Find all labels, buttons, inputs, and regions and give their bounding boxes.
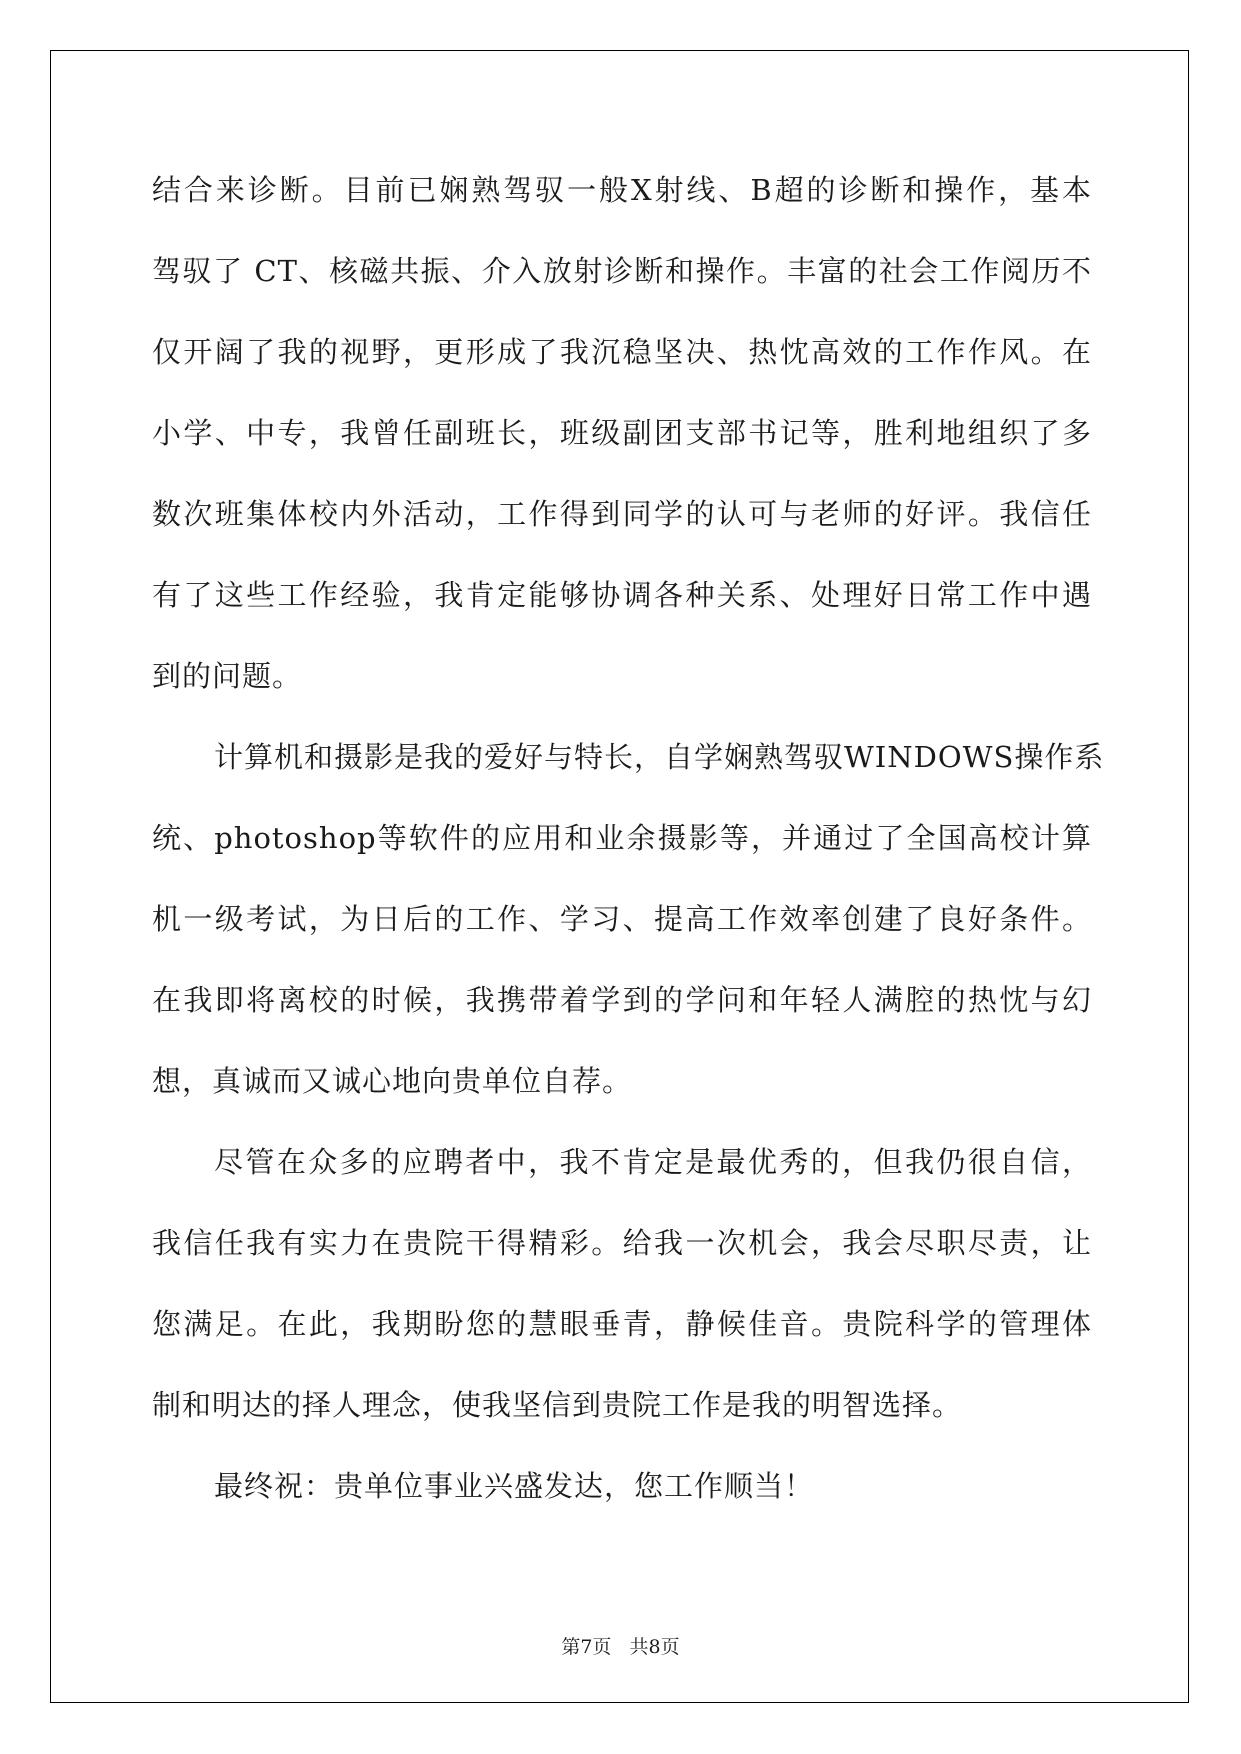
text-line: 仅开阔了我的视野，更形成了我沉稳坚决、热忱高效的工作作风。在 [152, 335, 1092, 369]
text-line: 在我即将离校的时候，我携带着学到的学问和年轻人满腔的热忱与幻 [152, 983, 1092, 1017]
paragraph [152, 160, 1092, 727]
text-line: 您满足。在此，我期盼您的慧眼垂青，静候佳音。贵院科学的管理体 [152, 1307, 1092, 1341]
text-line: 有了这些工作经验，我肯定能够协调各种关系、处理好日常工作中遇 [152, 578, 1092, 612]
text-line: 结合来诊断。目前已娴熟驾驭一般X射线、B超的诊断和操作，基本 [152, 173, 1092, 207]
text-line: 小学、中专，我曾任副班长，班级副团支部书记等，胜利地组织了多 [152, 416, 1092, 450]
text-line: 统、photoshop等软件的应用和业余摄影等，并通过了全国高校计算 [152, 821, 1092, 855]
text-line: 计算机和摄影是我的爱好与特长，自学娴熟驾驭WINDOWS操作系 [214, 740, 1105, 774]
text-line: 我信任我有实力在贵院干得精彩。给我一次机会，我会尽职尽责，让 [152, 1226, 1092, 1260]
paragraph [152, 1456, 1092, 1537]
text-line: 驾驭了 CT、核磁共振、介入放射诊断和操作。丰富的社会工作阅历不 [152, 254, 1092, 288]
text-line: 制和明达的择人理念，使我坚信到贵院工作是我的明智选择。 [152, 1388, 963, 1422]
text-line: 数次班集体校内外活动，工作得到同学的认可与老师的好评。我信任 [152, 497, 1092, 531]
text-line: 想，真诚而又诚心地向贵单位自荐。 [152, 1064, 633, 1098]
paragraph [152, 1132, 1092, 1456]
paragraph [152, 727, 1105, 1132]
page-number-footer: 第7页 共8页 [561, 1636, 680, 1658]
text-line: 机一级考试，为日后的工作、学习、提高工作效率创建了良好条件。 [152, 902, 1092, 936]
text-line: 尽管在众多的应聘者中，我不肯定是最优秀的，但我仍很自信， [214, 1145, 1092, 1179]
letter-body [152, 160, 1105, 1537]
text-line: 到的问题。 [152, 659, 303, 693]
text-line: 最终祝：贵单位事业兴盛发达，您工作顺当！ [214, 1469, 815, 1503]
